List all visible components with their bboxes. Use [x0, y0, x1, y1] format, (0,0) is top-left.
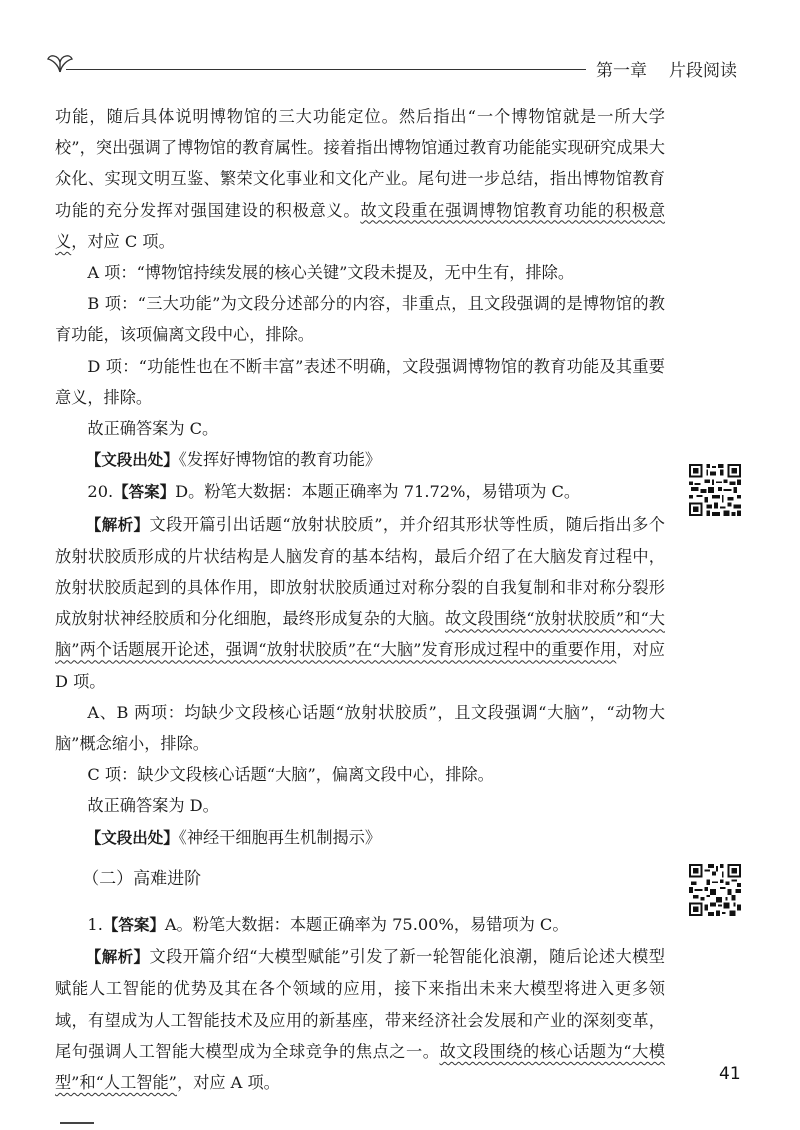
page-content [55, 101, 665, 1098]
chapter-label: 第一章 [596, 61, 647, 81]
section-heading: （二）高难进阶 [82, 868, 202, 889]
q20-option-ab: A、B 两项：均缺少文段核心话题“放射状胶质”，且文段强调“大脑”，“动物大脑”概念缩小，排除。 [55, 702, 665, 754]
header-rule [66, 69, 586, 70]
leaf-ornament-icon [46, 50, 74, 74]
section-label: 片段阅读 [669, 61, 737, 81]
q1-answer: 1.【答案】A。粉笔大数据：本题正确率为 75.00%，易错项为 C。 [87, 915, 569, 935]
q19-key-highlight: 故文段重在强调博物馆教育功能的积极意义 [55, 200, 666, 251]
page-number: 41 [719, 1064, 741, 1084]
q1-analysis: 【解析】文段开篇介绍“大模型赋能”引发了新一轮智能化浪潮，随后论述大模型赋能人工智能的优势及其在各个领域的应用，接下来指出未来大模型将进入更多领域，有望成为人工智能技术及应用的新基座，带来经济社会发展和产业的深刻变革，尾句强调人工智能大模型成为全球竞争的焦点之一。故文段围绕的核心话题为“大模型”和“人工智能”，对应 A 项。 [55, 947, 665, 1093]
q20-analysis: 【解析】文段开篇引出话题“放射状胶质”，并介绍其形状等性质，随后指出多个放射状胶质形成的片状结构是人脑发育的基本结构，最后介绍了在大脑发育过程中，放射状胶质起到的具体作用，即放射状胶质通过对称分裂的自我复制和非对称分裂形成放射状神经胶质和分化细胞，最终形成复杂的大脑。故文段围绕“放射状胶质”和“大脑”两个话题展开论述，强调“放射状胶质”在“大脑”发育形成过程中的重要作用，对应 D 项。 [55, 514, 665, 691]
qr-code-icon[interactable] [686, 462, 744, 518]
q19-conclusion: 故正确答案为 C。 [87, 419, 219, 439]
q20-source: 【文段出处】《神经干细胞再生机制揭示》 [85, 827, 382, 847]
q20-conclusion: 故正确答案为 D。 [87, 796, 219, 816]
q19-option-d: D 项：“功能性也在不断丰富”表述不明确，文段强调博物馆的教育功能及其重要意义，排除。 [55, 356, 665, 407]
footer-mark [60, 1122, 94, 1124]
q20-key-highlight: 故文段围绕“放射状胶质”和“大脑”两个话题展开论述，强调“放射状胶质”在“大脑”发育形成过程中的重要作用 [55, 609, 665, 660]
qr-code-icon[interactable] [686, 862, 744, 918]
q19-option-b: B 项：“三大功能”为文段分述部分的内容，非重点，且文段强调的是博物馆的教育功能，该项偏离文段中心，排除。 [55, 294, 665, 345]
q20-answer: 20.【答案】D。粉笔大数据：本题正确率为 71.72%，易错项为 C。 [87, 482, 581, 502]
running-header [596, 56, 737, 81]
q20-option-c: C 项：缺少文段核心话题“大脑”，偏离文段中心，排除。 [87, 765, 494, 785]
q1-key-highlight: 故文段围绕的核心话题为“大模型”和“人工智能” [55, 1041, 665, 1093]
q19-option-a: A 项：“博物馆持续发展的核心关键”文段未提及，无中生有，排除。 [87, 263, 575, 283]
q19-analysis-continued: 功能，随后具体说明博物馆的三大功能定位。然后指出“一个博物馆就是一所大学校”，突出强调了博物馆的教育属性。接着指出博物馆通过教育功能能实现研究成果大众化、实现文明互鉴、繁荣文化事业和文化产业。尾句进一步总结，指出博物馆教育功能的充分发挥对强国建设的积极意义。故文段重在强调博物馆教育功能的积极意义，对应 C 项。 [55, 107, 666, 251]
q19-source: 【文段出处】《发挥好博物馆的教育功能》 [85, 450, 382, 470]
